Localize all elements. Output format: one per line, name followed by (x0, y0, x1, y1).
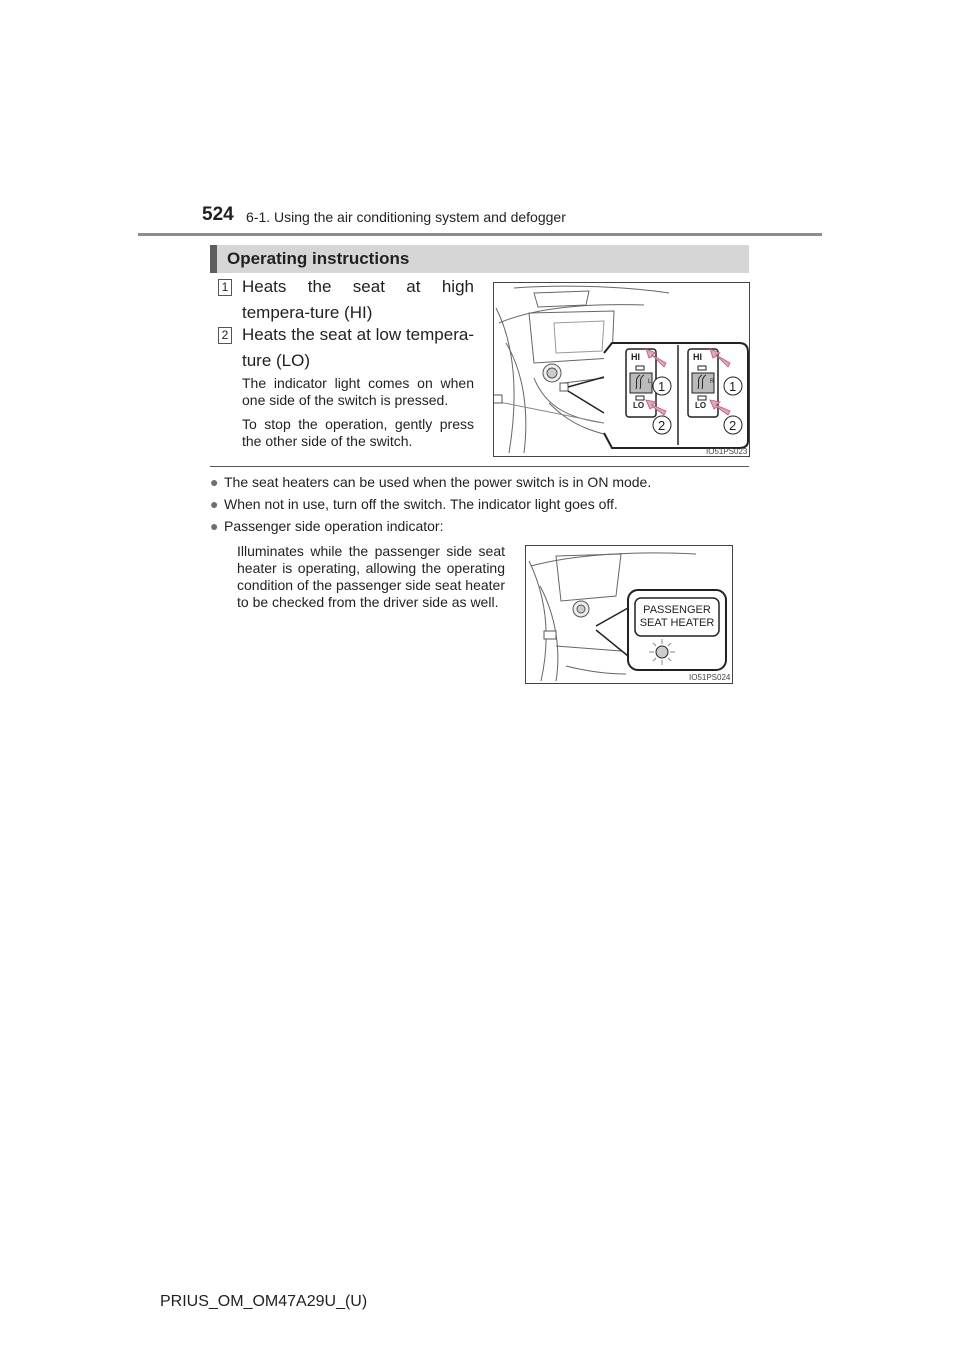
left-side-label: L (648, 379, 652, 385)
section-divider (210, 466, 749, 467)
indicator-label-line1: PASSENGER (643, 604, 711, 616)
bullet-dot: ● (210, 518, 219, 534)
callout-2-left: 2 (658, 418, 666, 433)
step-1-text: Heats the seat at high tempera-ture (HI) (242, 277, 474, 322)
heading-text: Operating instructions (227, 249, 410, 268)
right-lo-label: LO (695, 401, 707, 410)
bullet-power-mode (210, 474, 651, 491)
bullet-text: When not in use, turn off the switch. The indicator light goes off. (224, 496, 618, 512)
switch-illustration (494, 283, 749, 456)
step-2-badge: 2 (218, 327, 232, 344)
bullet-dot: ● (210, 496, 219, 512)
illumination-description: Illuminates while the passenger side seat heater is operating, allowing the operating condition of the passenger side seat heater to be checked from the driver side as well. (237, 543, 505, 610)
indicator-label-line2: SEAT HEATER (639, 617, 715, 629)
left-hi-label: HI (631, 352, 640, 362)
callout-1-left: 1 (658, 379, 666, 394)
note-stop-operation: To stop the operation, gently press the other side of the switch. (242, 416, 474, 449)
passenger-indicator-figure (525, 545, 733, 684)
callout-2-right: 2 (729, 418, 737, 433)
figure2-code: IO51PS024 (689, 673, 731, 682)
step-2-text: Heats the seat at low tempera-ture (LO) (242, 325, 474, 370)
bullet-text: Passenger side operation indicator: (224, 518, 444, 534)
bullet-turn-off (210, 496, 618, 513)
bullet-passenger-indicator (210, 518, 443, 535)
figure1-code: IO51PS023 (706, 447, 748, 456)
document-footer: PRIUS_OM_OM47A29U_(U) (160, 1293, 368, 1310)
callout-1-right: 1 (729, 379, 737, 394)
step-1-badge: 1 (218, 279, 232, 296)
bullet-dot: ● (210, 474, 219, 490)
header-rule (138, 233, 822, 236)
right-side-label: R (710, 379, 715, 385)
section-title: 6-1. Using the air conditioning system and defogger (246, 209, 566, 225)
left-lo-label: LO (633, 401, 645, 410)
bullet-text: The seat heaters can be used when the power switch is in ON mode. (224, 474, 652, 490)
right-hi-label: HI (693, 352, 702, 362)
page-number: 524 (202, 204, 234, 225)
operating-instructions-heading (210, 245, 749, 273)
note-indicator-light: The indicator light comes on when one side of the switch is pressed. (242, 375, 474, 408)
seat-heater-switch-figure (493, 282, 750, 457)
